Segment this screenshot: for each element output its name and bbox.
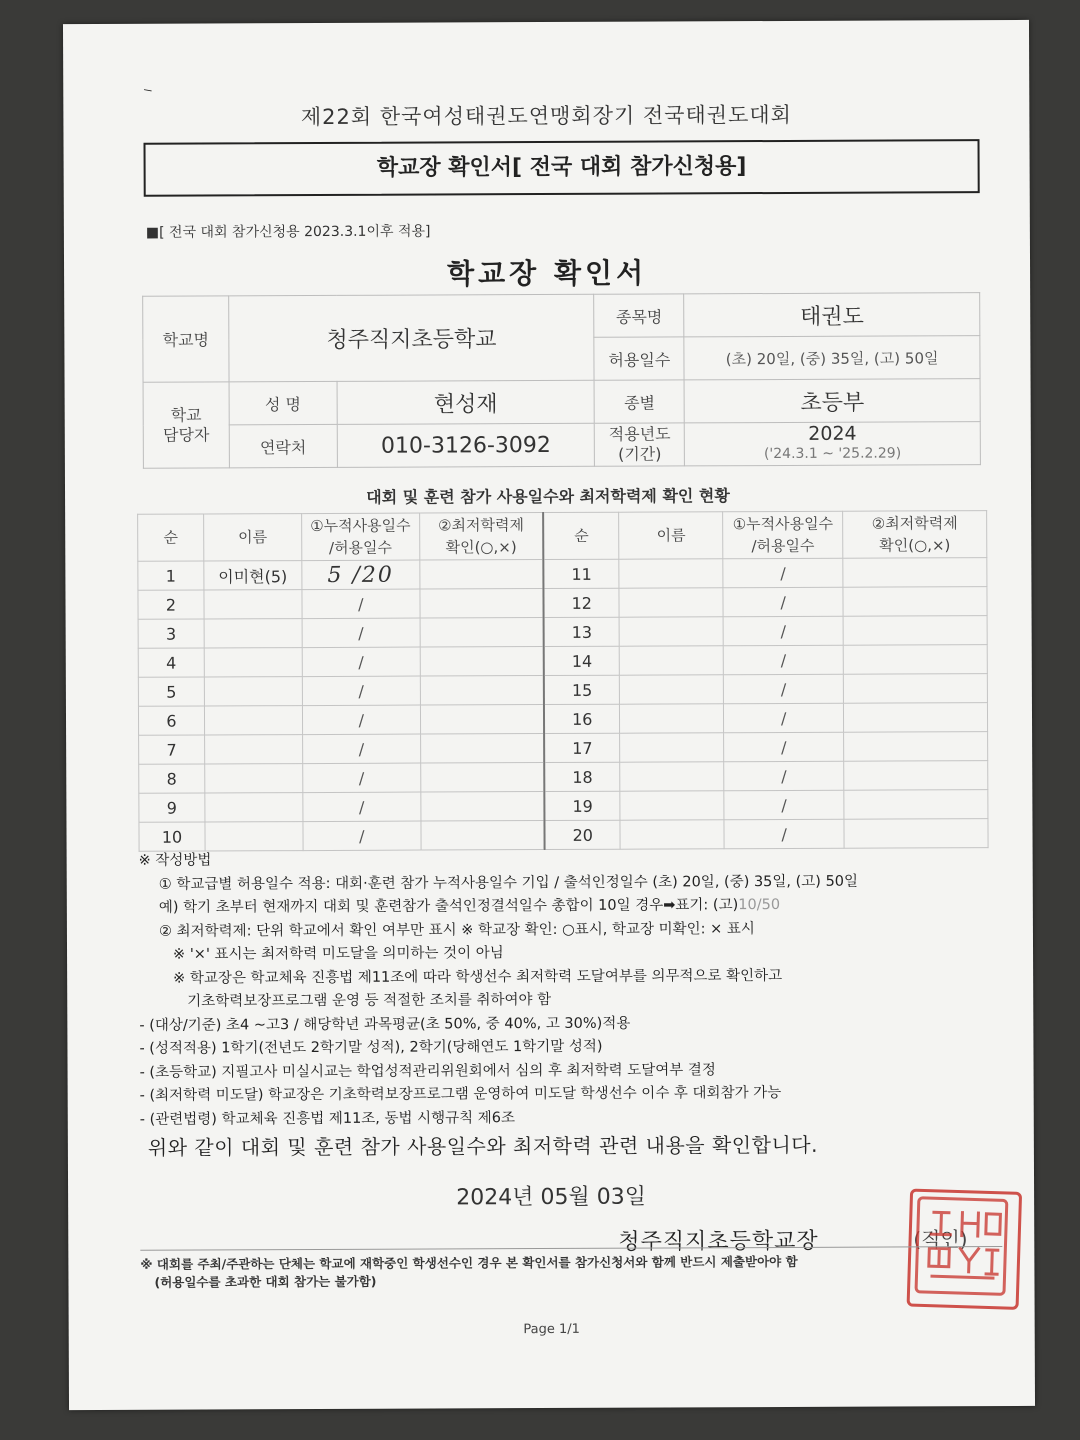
section-title: 대회 및 훈련 참가 사용일수와 최저학력제 확인 현황 <box>366 486 730 507</box>
cell-check <box>844 732 988 762</box>
instruction-line: ② 최저학력제: 단위 학교에서 확인 여부만 표시 ※ 학교장 확인: ○표시, 학교장 미확인: × 표시 <box>158 920 755 940</box>
cell-name <box>620 762 724 791</box>
cell-name <box>204 619 302 648</box>
instructions-title: ※ 작성방법 <box>138 852 212 869</box>
cell-check <box>420 589 544 619</box>
confirmation-statement: 위와 같이 대회 및 훈련 참가 사용일수와 최저학력 관련 내용을 확인합니다. <box>147 1132 818 1160</box>
cell-check <box>844 761 988 791</box>
cell-no: 18 <box>544 762 620 791</box>
cell-check <box>843 645 987 675</box>
cell-check <box>421 792 545 822</box>
table-row <box>138 703 987 736</box>
cell-no: 20 <box>544 820 620 849</box>
cell-days: / <box>302 618 420 648</box>
cell-no: 17 <box>544 733 620 762</box>
document-sheet <box>63 20 1035 1410</box>
instruction-line: - (관련법령) 학교체육 진흥법 제11조, 동법 시행규칙 제6조 <box>139 1109 516 1128</box>
col-name: 이름 <box>619 512 723 559</box>
cell-check <box>421 821 545 851</box>
official-seal-stamp <box>907 1189 1023 1310</box>
name-value: 현성재 <box>337 380 595 424</box>
table-row <box>139 732 988 765</box>
cell-days: / <box>723 558 843 588</box>
cell-check <box>844 819 988 849</box>
cell-name <box>205 735 303 764</box>
instructions <box>139 846 1030 1132</box>
cell-check <box>844 703 988 733</box>
col-days: ①누적사용일수 /허용일수 <box>723 511 843 559</box>
division-label: 종별 <box>594 380 684 423</box>
cell-days: / <box>302 647 420 677</box>
col-no: 순 <box>543 512 619 559</box>
cell-days: / <box>303 821 421 851</box>
cell-no: 1 <box>138 561 204 590</box>
table-row <box>138 616 987 649</box>
year-value: 2024 ('24.3.1 ~ '25.2.29) <box>685 422 981 466</box>
cell-name: 이미현(5) <box>204 561 302 590</box>
cell-name <box>205 793 303 822</box>
form-banner: 학교장 확인서[ 전국 대회 참가신청용] <box>143 139 979 197</box>
cell-name <box>205 764 303 793</box>
table-row <box>139 761 988 794</box>
instruction-line: ① 학교급별 허용일수 적용: 대회·훈련 참가 누적사용일수 기입 / 출석인정일수 (초) 20일, (중) 35일, (고) 50일 <box>158 873 859 893</box>
table-row <box>139 790 988 823</box>
cell-check <box>420 734 544 764</box>
usage-table <box>137 510 988 852</box>
cell-days: / <box>724 674 844 704</box>
col-days: ①누적사용일수 /허용일수 <box>301 513 419 561</box>
cell-check <box>420 647 544 677</box>
cell-no: 15 <box>544 675 620 704</box>
cell-check <box>419 560 543 590</box>
cell-days: / <box>723 587 843 617</box>
pen-mark: ⸜ <box>136 77 155 98</box>
cell-name <box>620 704 724 733</box>
cell-days: / <box>723 616 843 646</box>
cell-name <box>620 675 724 704</box>
footer-divider <box>140 1246 1002 1251</box>
cell-name <box>620 617 724 646</box>
contact-value: 010-3126-3092 <box>337 423 595 467</box>
contact-label: 연락처 <box>229 424 337 467</box>
applicability-note: ■[ 전국 대회 참가신청용 2023.3.1이후 적용] <box>145 223 431 241</box>
issue-date: 2024년 05월 03일 <box>456 1184 647 1211</box>
cell-name <box>620 791 724 820</box>
cell-days: / <box>303 763 421 793</box>
cell-no: 9 <box>139 793 205 822</box>
cell-no: 8 <box>139 764 205 793</box>
instruction-example: 예) 학기 초부터 현재까지 대회 및 훈련참가 출석인정결석일수 총합이 10일 경우➡표기: (고)10/50 <box>158 896 781 916</box>
school-name: 청주직지초등학교 <box>229 294 595 382</box>
cell-days: / <box>724 761 844 791</box>
cell-no: 12 <box>543 588 619 617</box>
cell-name <box>620 820 724 849</box>
cell-name <box>620 646 724 675</box>
cell-name <box>204 590 302 619</box>
seal-tag: (직인) <box>913 1227 968 1252</box>
manager-label: 학교 담당자 <box>143 382 229 468</box>
cell-name <box>620 733 724 762</box>
col-name: 이름 <box>204 514 302 561</box>
school-label: 학교명 <box>143 296 229 382</box>
cell-days: / <box>302 734 420 764</box>
cell-days: / <box>302 589 420 619</box>
cell-check <box>420 763 544 793</box>
cell-no: 19 <box>544 791 620 820</box>
allowed-days-value: (초) 20일, (중) 35일, (고) 50일 <box>684 336 980 380</box>
division-value: 초등부 <box>684 379 980 423</box>
event-title: 제22회 한국여성태권도연맹회장기 전국태권도대회 <box>300 102 792 130</box>
cell-no: 10 <box>139 822 205 851</box>
instruction-line: - (최저학력 미도달) 학교장은 기초학력보장프로그램 운영하여 미도달 학생선수 이수 후 대회참가 가능 <box>139 1084 782 1104</box>
page-number: Page 1/1 <box>523 1321 580 1338</box>
table-row <box>138 558 987 591</box>
instruction-line: 기초학력보장프로그램 운영 등 적절한 조치를 취하여야 함 <box>187 991 552 1010</box>
cell-days: 5 /20 <box>302 560 420 590</box>
name-label: 성 명 <box>229 381 337 424</box>
col-check: ②최저학력제 확인(○,×) <box>843 511 987 559</box>
cell-days: / <box>723 645 843 675</box>
allowed-days-label: 허용일수 <box>594 337 684 380</box>
instruction-line: - (성적적용) 1학기(전년도 2학기말 성적), 2학기(당해연도 1학기말 성적) <box>139 1038 603 1057</box>
cell-name <box>204 706 302 735</box>
cell-days: / <box>724 790 844 820</box>
table-row <box>138 645 987 678</box>
cell-name <box>205 822 303 851</box>
cell-days: / <box>302 705 420 735</box>
instruction-line: ※ 학교장은 학교체육 진흥법 제11조에 따라 학생선수 최저학력 도달여부를 의무적으로 확인하고 <box>173 967 783 987</box>
cell-check <box>420 618 544 648</box>
cell-check <box>420 676 544 706</box>
instruction-line: - (초등학교) 지필고사 미실시교는 학업성적관리위원회에서 심의 후 최저학력 도달여부 결정 <box>139 1061 716 1081</box>
sport-label: 종목명 <box>594 294 684 337</box>
instruction-line: - (대상/기준) 초4 ~고3 / 해당학년 과목평균(초 50%, 중 40%, 고 30%)적용 <box>139 1015 631 1034</box>
cell-no: 6 <box>138 706 204 735</box>
cell-no: 11 <box>543 559 619 588</box>
cell-no: 16 <box>544 704 620 733</box>
cell-no: 5 <box>138 677 204 706</box>
info-table <box>142 292 981 469</box>
cell-name <box>619 559 723 588</box>
year-label: 적용년도 (기간) <box>595 423 685 466</box>
cell-no: 13 <box>544 617 620 646</box>
cell-days: / <box>302 676 420 706</box>
cell-name <box>204 648 302 677</box>
sport-value: 태권도 <box>684 293 980 337</box>
cell-check <box>843 587 987 617</box>
table-header-row <box>138 511 987 562</box>
instruction-line: ※ '×' 표시는 최저학력 미도달을 의미하는 것이 아님 <box>173 945 504 963</box>
cell-check <box>420 705 544 735</box>
cell-days: / <box>724 703 844 733</box>
cell-no: 2 <box>138 590 204 619</box>
cell-no: 3 <box>138 619 204 648</box>
principal-name: 청주직지초등학교장 <box>618 1228 819 1255</box>
cell-check <box>843 674 987 704</box>
cell-name <box>204 677 302 706</box>
table-row <box>138 674 987 707</box>
col-check: ②최저학력제 확인(○,×) <box>419 513 543 561</box>
cell-days: / <box>724 732 844 762</box>
cell-check <box>843 616 987 646</box>
cell-name <box>619 588 723 617</box>
cell-days: / <box>303 792 421 822</box>
cell-days: / <box>724 819 844 849</box>
cell-no: 14 <box>544 646 620 675</box>
table-row <box>138 587 987 620</box>
cell-no: 4 <box>138 648 204 677</box>
cell-no: 7 <box>139 735 205 764</box>
footer-note: ※ 대회를 주최/주관하는 단체는 학교에 재학중인 학생선수인 경우 본 확인서를 참가신청서와 함께 반드시 제출받아야 함 (허용일수를 초과한 대회 참가는 불가함) <box>140 1253 798 1290</box>
cell-check <box>843 558 987 588</box>
document-title: 학교장 확인서 <box>446 256 648 291</box>
col-no: 순 <box>138 514 204 561</box>
cell-check <box>844 790 988 820</box>
